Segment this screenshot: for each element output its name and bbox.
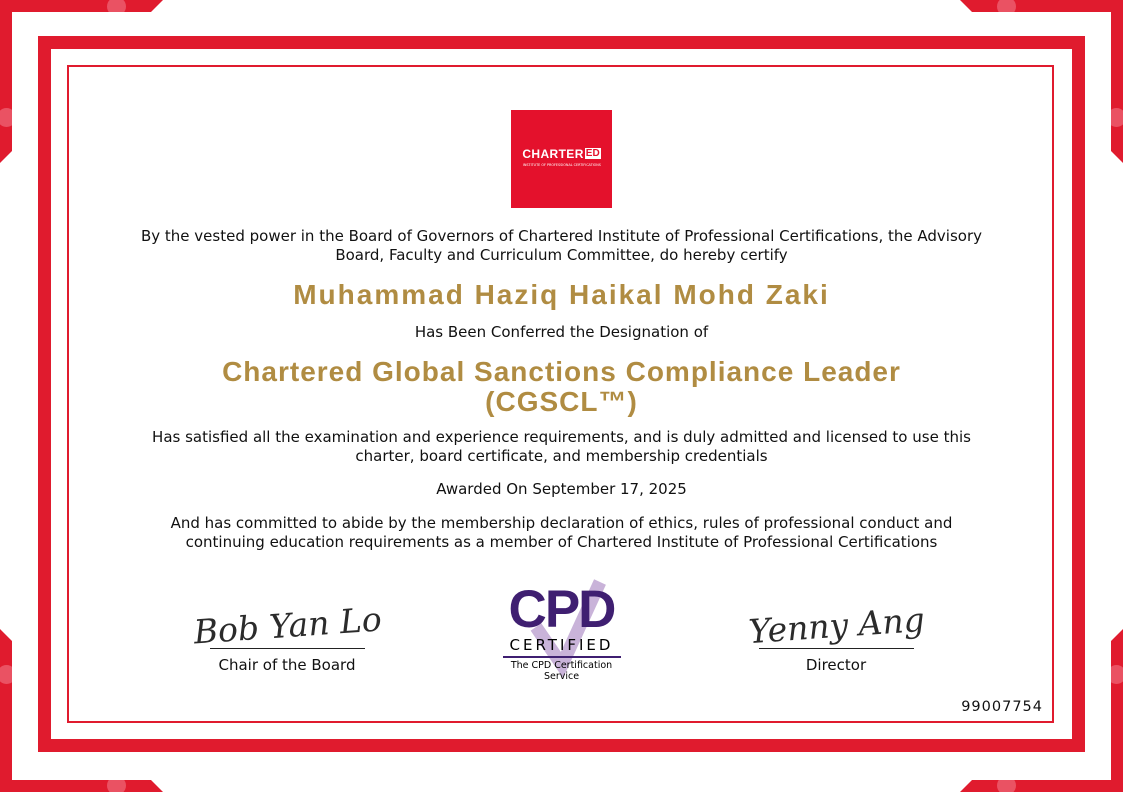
signature-block-director [716, 588, 956, 674]
recipient-name: Muhammad Haziq Haikal Mohd Zaki [293, 279, 830, 310]
corner-shape [0, 0, 170, 170]
corner-shape [953, 0, 1123, 170]
cpd-acronym: CPD [508, 580, 615, 639]
corner-dot [0, 665, 16, 684]
corner-dot [1107, 665, 1123, 684]
corner-dot [997, 0, 1016, 16]
cpd-certified-mark [494, 580, 629, 682]
corner-dot [0, 108, 16, 127]
conferred-text: Has Been Conferred the Designation of [414, 323, 709, 341]
logo-word-suffix: ED [585, 148, 600, 159]
corner-dot [107, 0, 126, 16]
cpd-service-line1: The CPD Certification [510, 660, 613, 671]
signature-director-title: Director [805, 656, 867, 674]
awarded-date-text: Awarded On September 17, 2025 [436, 480, 687, 498]
logo-wordmark [522, 147, 600, 161]
designation-line2: (CGSCL™) [485, 386, 638, 417]
corner-dot [1107, 108, 1123, 127]
corner-ornament-bottom-left [0, 622, 170, 792]
signature-chair-title: Chair of the Board [218, 656, 356, 674]
signature-director-handwriting: Yenny Ang [747, 599, 926, 652]
corner-shape [0, 622, 170, 792]
cpd-underline [503, 656, 621, 658]
designation-title [136, 357, 987, 417]
intro-text: By the vested power in the Board of Governors of Chartered Institute of Professional Certifications, the Advisory Board, Faculty and Curriculum Committee, do hereby certify [140, 227, 983, 264]
chartered-institute-logo [511, 110, 612, 208]
designation-line1: Chartered Global Sanctions Compliance Leader [222, 356, 901, 387]
cpd-service-line2: Service [543, 670, 580, 682]
cpd-certified-label: CERTIFIED [509, 636, 614, 654]
corner-ornament-top-right [953, 0, 1123, 170]
requirements-text: Has satisfied all the examination and experience requirements, and is duly admitted and licensed to use this charter, board certificate, and membership credentials [152, 428, 971, 465]
logo-word-main: CHARTER [522, 146, 584, 161]
corner-dot [997, 776, 1016, 792]
logo-subtitle: INSTITUTE OF PROFESSIONAL CERTIFICATIONS [522, 162, 601, 167]
corner-dot [107, 776, 126, 792]
commitment-text: And has committed to abide by the membership declaration of ethics, rules of professional conduct and continuing education requirements as a member of Chartered Institute of Professional Certifications [170, 514, 953, 551]
signature-block-chair [167, 588, 407, 674]
signature-chair-handwriting: Bob Yan Lo [192, 599, 383, 652]
corner-ornament-top-left [0, 0, 170, 170]
certificate-serial-number: 99007754 [961, 699, 1043, 715]
